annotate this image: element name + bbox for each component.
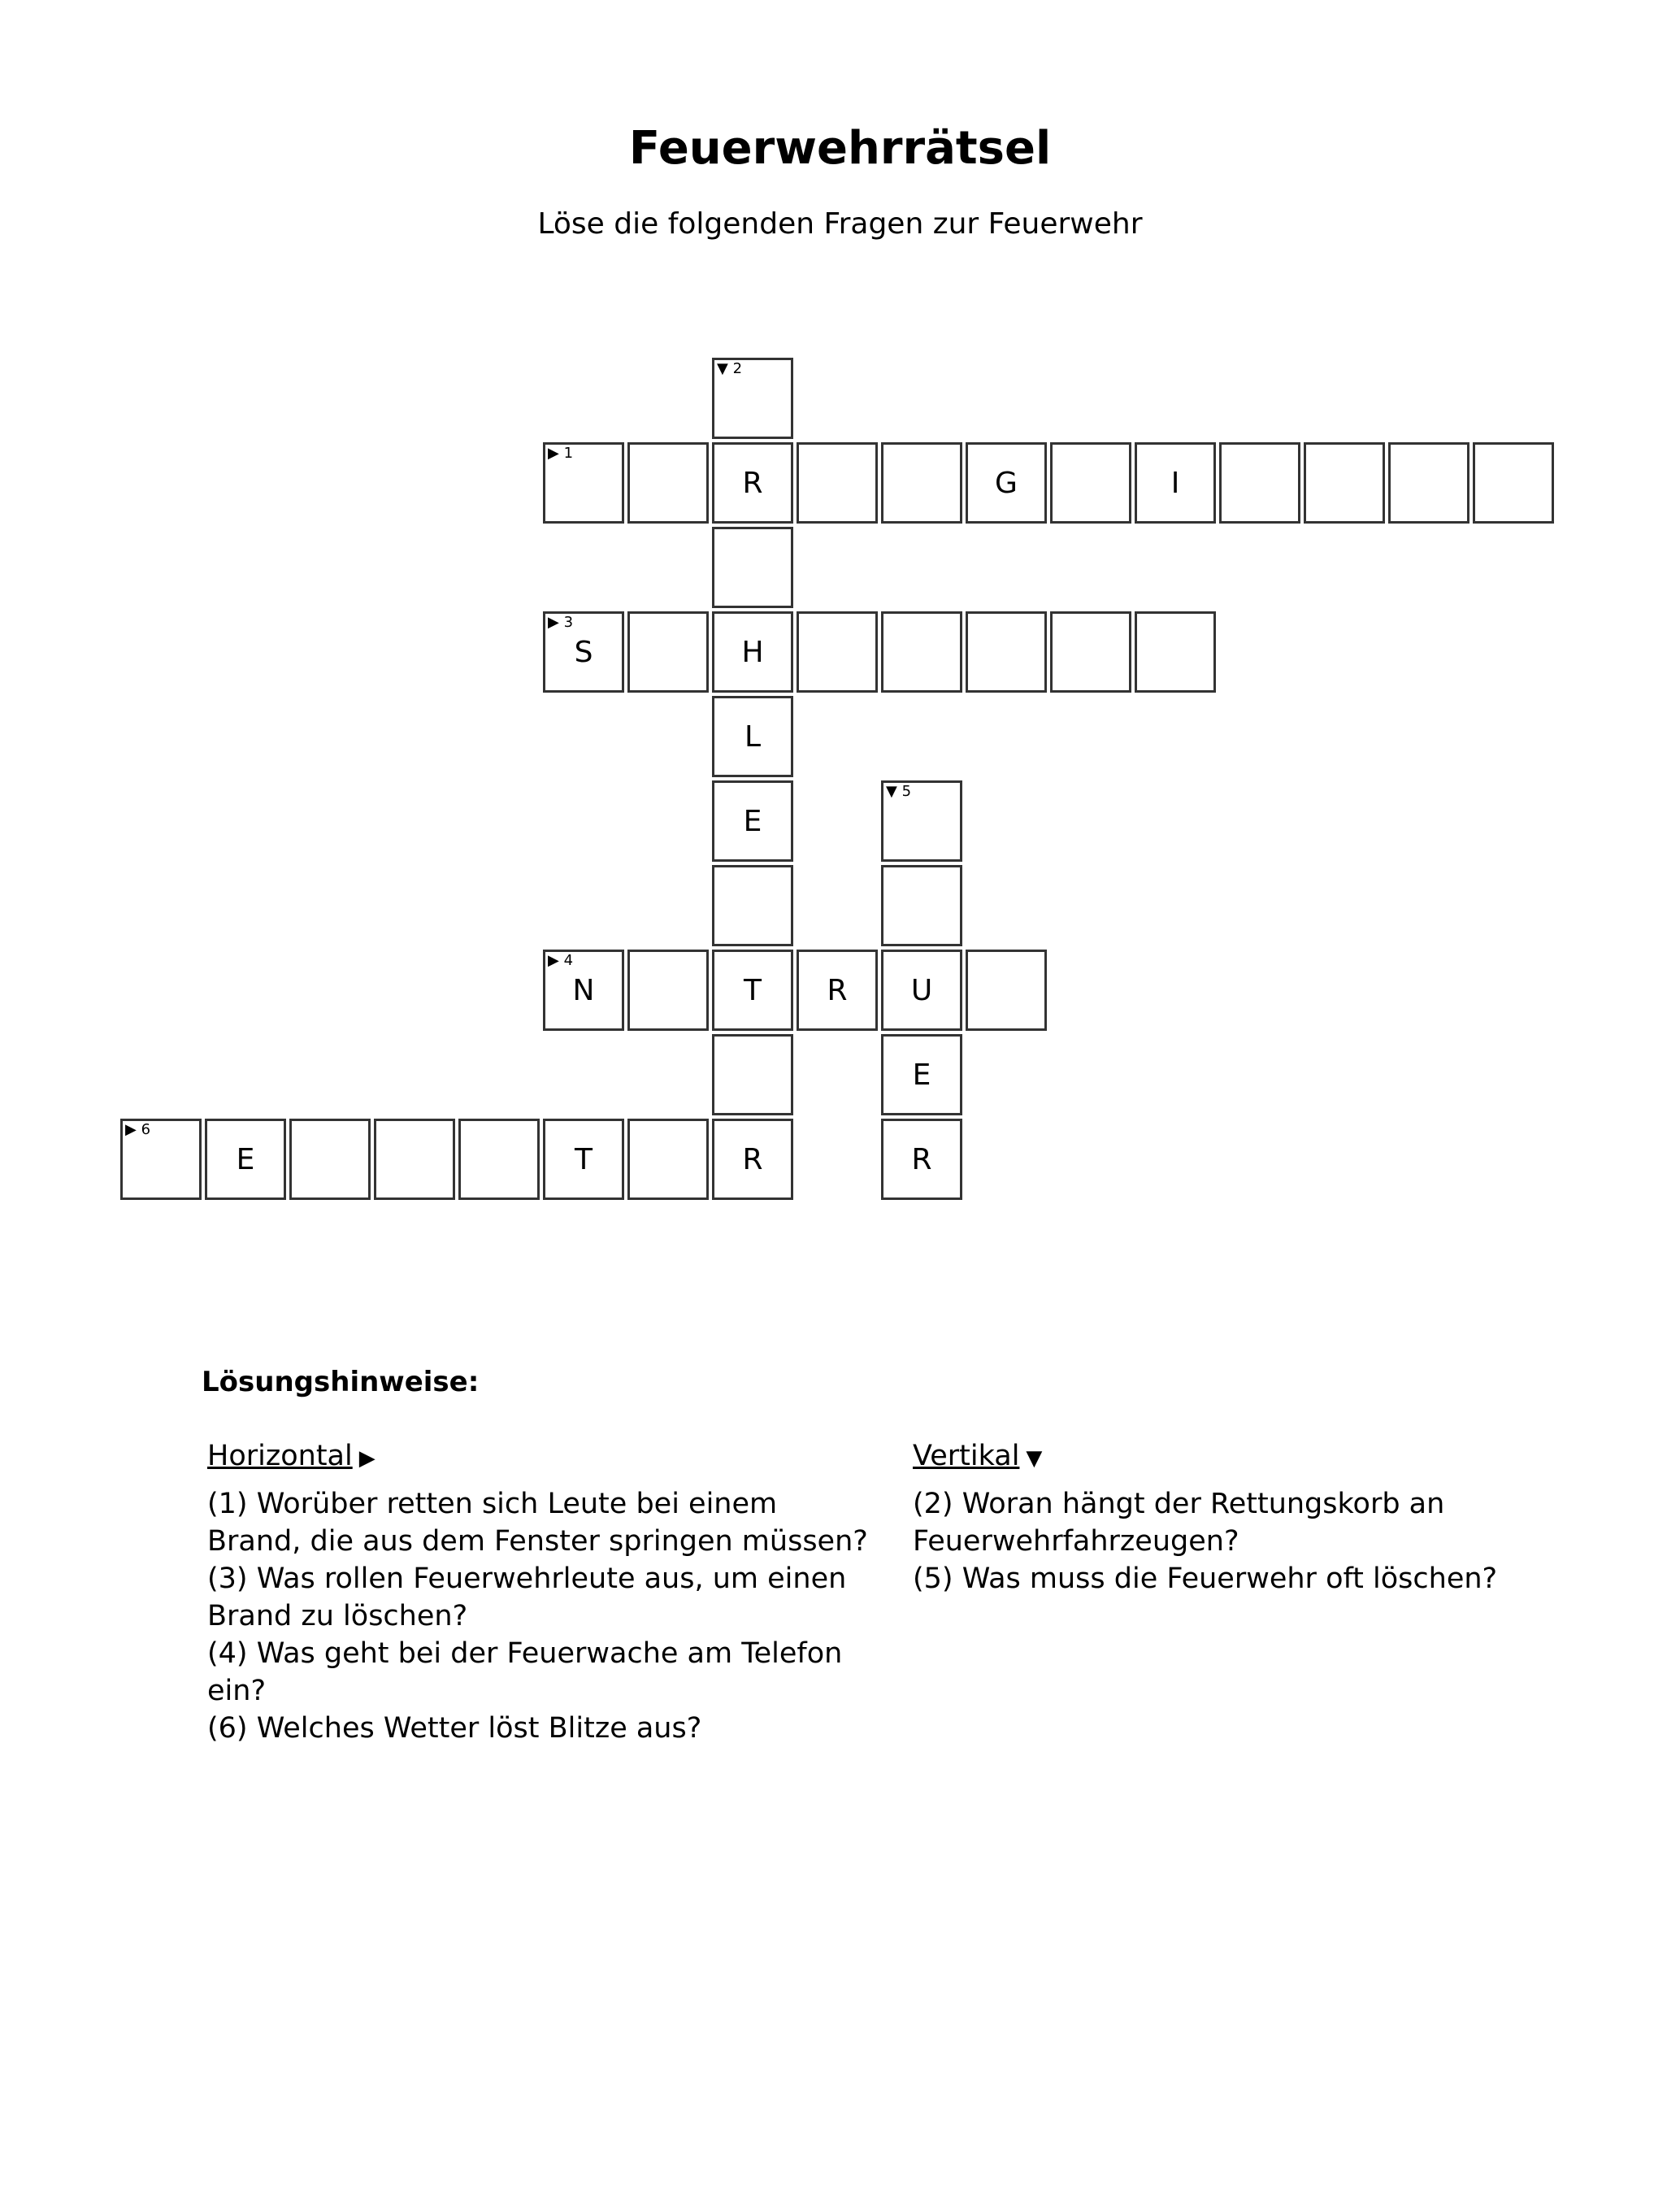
grid-cell[interactable]: [712, 527, 793, 608]
grid-cell[interactable]: [797, 611, 878, 693]
cell-letter: [714, 360, 791, 437]
arrow-down-icon: ▼: [1026, 1446, 1043, 1471]
grid-cell[interactable]: [543, 1119, 624, 1200]
grid-cell[interactable]: [627, 950, 709, 1031]
cell-letter: R: [827, 973, 848, 1007]
cell-letter: [799, 445, 875, 521]
clue-across-6: (6) Welches Wetter löst Blitze aus?: [207, 1712, 702, 1745]
cell-letter: [883, 614, 960, 690]
grid-cell[interactable]: [1473, 442, 1554, 524]
grid-cell[interactable]: [881, 780, 962, 862]
clue-down-5: (5) Was muss die Feuerwehr oft löschen?: [913, 1563, 1498, 1595]
grid-cell[interactable]: [881, 1119, 962, 1200]
cell-letter: [1222, 445, 1298, 521]
cell-letter: [714, 529, 791, 606]
cell-letter: R: [742, 1142, 763, 1176]
cell-letter: E: [743, 804, 762, 838]
cell-letter: [1391, 445, 1467, 521]
cell-letter: [968, 614, 1044, 690]
grid-cell[interactable]: [881, 611, 962, 693]
grid-cell[interactable]: [712, 358, 793, 439]
clue-number-across: ▶ 1: [548, 445, 574, 462]
grid-cell[interactable]: [712, 950, 793, 1031]
grid-cell[interactable]: [1388, 442, 1469, 524]
cell-letter: [799, 614, 875, 690]
cell-letter: I: [1170, 466, 1180, 500]
cell-letter: [968, 952, 1044, 1028]
grid-cell[interactable]: [543, 442, 624, 524]
cell-letter: T: [744, 973, 762, 1007]
grid-cell[interactable]: [1050, 611, 1131, 693]
cell-letter: [1053, 614, 1129, 690]
arrow-right-icon: ▶: [358, 1446, 376, 1471]
clue-down-2: (2) Woran hängt der Rettungskorb an Feuerwehrfahrzeugen?: [913, 1488, 1445, 1558]
cell-letter: [630, 445, 706, 521]
grid-cell[interactable]: [881, 950, 962, 1031]
grid-cell[interactable]: [966, 442, 1047, 524]
cell-letter: [461, 1121, 537, 1197]
grid-cell[interactable]: [1304, 442, 1385, 524]
cell-letter: [1053, 445, 1129, 521]
grid-cell[interactable]: [797, 442, 878, 524]
clue-number-down: ▼ 5: [886, 783, 912, 800]
grid-cell[interactable]: [627, 611, 709, 693]
vertical-clues: [913, 1437, 1579, 1597]
grid-cell[interactable]: [712, 1034, 793, 1115]
cell-letter: [630, 614, 706, 690]
cell-letter: [1137, 614, 1213, 690]
clue-number-across: ▶ 4: [548, 952, 574, 969]
cell-letter: E: [236, 1142, 255, 1176]
clue-number-across: ▶ 6: [125, 1121, 151, 1138]
cell-letter: [1306, 445, 1383, 521]
hints-heading: Lösungshinweise:: [202, 1366, 480, 1398]
cell-letter: [123, 1121, 199, 1197]
grid-cell[interactable]: [458, 1119, 540, 1200]
cell-letter: [545, 445, 622, 521]
grid-cell[interactable]: [966, 950, 1047, 1031]
vertical-heading: [913, 1437, 1579, 1477]
grid-cell[interactable]: [712, 696, 793, 777]
grid-cell[interactable]: [881, 1034, 962, 1115]
cell-letter: U: [910, 973, 933, 1007]
grid-cell[interactable]: [120, 1119, 202, 1200]
grid-cell[interactable]: [543, 950, 624, 1031]
grid-cell[interactable]: [1219, 442, 1300, 524]
grid-cell[interactable]: [966, 611, 1047, 693]
clue-across-1: (1) Worüber retten sich Leute bei einem Brand, die aus dem Fenster springen müssen?: [207, 1488, 868, 1558]
grid-cell[interactable]: [289, 1119, 371, 1200]
grid-cell[interactable]: [881, 442, 962, 524]
page-title: Feuerwehrrätsel: [628, 122, 1052, 175]
grid-cell[interactable]: [627, 1119, 709, 1200]
grid-cell[interactable]: [712, 442, 793, 524]
grid-cell[interactable]: [1050, 442, 1131, 524]
cell-letter: R: [911, 1142, 932, 1176]
clue-number-across: ▶ 3: [548, 614, 574, 631]
cell-letter: [292, 1121, 368, 1197]
grid-cell[interactable]: [712, 1119, 793, 1200]
cell-letter: [630, 1121, 706, 1197]
cell-letter: [376, 1121, 453, 1197]
grid-cell[interactable]: [1135, 442, 1216, 524]
cell-letter: [883, 445, 960, 521]
cell-letter: H: [741, 635, 764, 669]
cell-letter: [1475, 445, 1552, 521]
cell-letter: [883, 867, 960, 944]
horizontal-clues: [207, 1437, 874, 1747]
cell-letter: T: [575, 1142, 593, 1176]
horizontal-label: Horizontal: [207, 1440, 353, 1472]
grid-cell[interactable]: [797, 950, 878, 1031]
clue-across-3: (3) Was rollen Feuerwehrleute aus, um einen Brand zu löschen?: [207, 1563, 847, 1632]
grid-cell[interactable]: [374, 1119, 455, 1200]
grid-cell[interactable]: [712, 780, 793, 862]
vertical-label: Vertikal: [913, 1440, 1020, 1472]
cell-letter: R: [742, 466, 763, 500]
cell-letter: [630, 952, 706, 1028]
cell-letter: G: [995, 466, 1018, 500]
grid-cell[interactable]: [1135, 611, 1216, 693]
grid-cell[interactable]: [712, 611, 793, 693]
cell-letter: L: [744, 719, 762, 754]
horizontal-heading: [207, 1437, 874, 1477]
grid-cell[interactable]: [712, 865, 793, 946]
clue-across-4: (4) Was geht bei der Feuerwache am Telefon ein?: [207, 1637, 843, 1707]
cell-letter: E: [912, 1058, 931, 1092]
grid-cell[interactable]: [881, 865, 962, 946]
grid-cell[interactable]: [205, 1119, 286, 1200]
cell-letter: [883, 783, 960, 859]
clue-number-down: ▼ 2: [717, 360, 743, 377]
cell-letter: S: [574, 635, 593, 669]
grid-cell[interactable]: [627, 442, 709, 524]
cell-letter: N: [572, 973, 595, 1007]
cell-letter: [714, 867, 791, 944]
page-subtitle: Löse die folgenden Fragen zur Feuerwehr: [537, 207, 1143, 241]
cell-letter: [714, 1037, 791, 1113]
grid-cell[interactable]: [543, 611, 624, 693]
